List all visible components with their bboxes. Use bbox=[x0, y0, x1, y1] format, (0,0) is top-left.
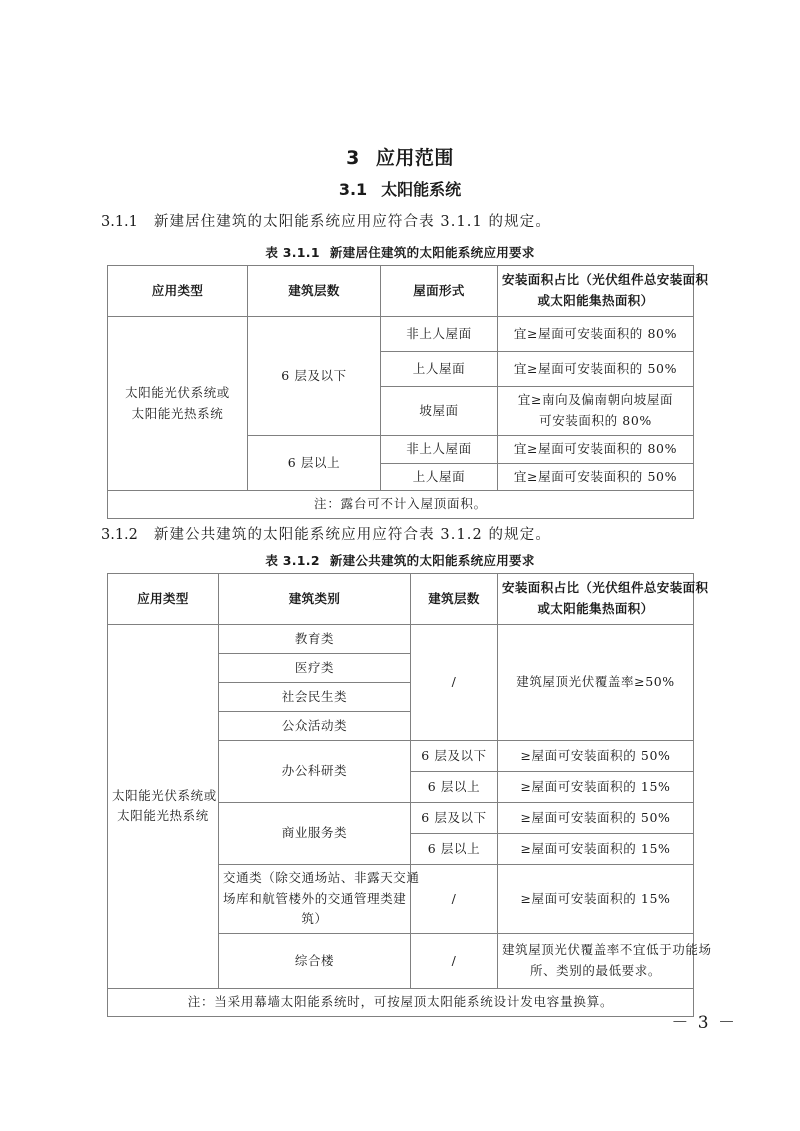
cell-install-ratio: ≥屋面可安装面积的 15% bbox=[498, 865, 694, 934]
section-heading bbox=[0, 177, 800, 200]
cell-install-ratio: 宜≥屋面可安装面积的 50% bbox=[498, 463, 694, 491]
cell-install-ratio-line1: 建筑屋顶光伏覆盖率不宜低于功能场 bbox=[502, 942, 712, 958]
cell-install-ratio: ≥屋面可安装面积的 15% bbox=[498, 834, 694, 865]
cell-install-ratio: 宜≥屋面可安装面积的 80% bbox=[498, 317, 694, 352]
clause-3-1-2-number: 3.1.2 bbox=[101, 527, 138, 543]
cell-install-ratio bbox=[498, 933, 712, 988]
chapter-heading bbox=[0, 143, 800, 170]
cell-install-ratio-line2: 所、类别的最低要求。 bbox=[529, 962, 661, 978]
table-3-1-2 bbox=[107, 573, 712, 1017]
table-3-1-1-header-row bbox=[108, 266, 694, 317]
header-application-type: 应用类型 bbox=[108, 574, 219, 625]
cell-install-ratio bbox=[498, 387, 694, 436]
cell-install-ratio: 宜≥屋面可安装面积的 50% bbox=[498, 352, 694, 387]
cell-roof-form: 非上人屋面 bbox=[381, 317, 498, 352]
cell-category-medical: 医疗类 bbox=[219, 654, 411, 683]
cell-floors-above-six: 6 层以上 bbox=[411, 834, 498, 865]
chapter-number: 3 bbox=[346, 147, 360, 169]
cell-install-ratio: 宜≥屋面可安装面积的 80% bbox=[498, 436, 694, 464]
page-number: － 3 － bbox=[671, 1013, 737, 1033]
cell-floors-six-and-below: 6 层及以下 bbox=[411, 803, 498, 834]
cell-application-type bbox=[108, 317, 248, 491]
table-3-1-2-header-row bbox=[108, 574, 694, 625]
clause-3-1-1-number: 3.1.1 bbox=[101, 214, 138, 230]
table-3-1-1-caption-label: 表 3.1.1 bbox=[265, 245, 320, 260]
cell-roof-form: 坡屋面 bbox=[381, 387, 498, 436]
header-install-ratio-line1: 安装面积占比（光伏组件总安装面积 bbox=[502, 272, 709, 288]
header-install-ratio-line2: 或太阳能集热面积） bbox=[537, 601, 654, 616]
section-number: 3.1 bbox=[338, 180, 368, 199]
header-roof-form: 屋面形式 bbox=[381, 266, 498, 317]
cell-roof-form: 上人屋面 bbox=[381, 352, 498, 387]
cell-install-ratio: ≥屋面可安装面积的 50% bbox=[498, 741, 694, 772]
table-3-1-2-caption-title: 新建公共建筑的太阳能系统应用要求 bbox=[329, 553, 535, 568]
cell-category-transport bbox=[219, 865, 420, 934]
table-3-1-2-caption bbox=[0, 551, 800, 569]
header-application-type: 应用类型 bbox=[108, 266, 248, 317]
cell-install-ratio: ≥屋面可安装面积的 15% bbox=[498, 772, 694, 803]
table-3-1-1 bbox=[107, 265, 709, 519]
cell-floors-na: / bbox=[411, 865, 498, 934]
cell-floors-group-1: 6 层及以下 bbox=[248, 317, 381, 436]
section-title: 太阳能系统 bbox=[381, 180, 462, 199]
application-type-line1: 太阳能光伏系统或 bbox=[125, 385, 230, 400]
clause-3-1-1-text: 新建居住建筑的太阳能系统应用应符合表 3.1.1 的规定。 bbox=[153, 214, 551, 230]
application-type-line2: 太阳能光热系统 bbox=[117, 808, 209, 824]
table-row bbox=[108, 317, 694, 352]
cell-roof-form: 非上人屋面 bbox=[381, 436, 498, 464]
cell-category-transport-line3: 筑） bbox=[301, 911, 328, 927]
cell-application-type bbox=[108, 625, 219, 989]
application-type-line1: 太阳能光伏系统或 bbox=[112, 787, 217, 803]
cell-category-office-research: 办公科研类 bbox=[219, 741, 411, 803]
table-3-1-2-note-row bbox=[108, 988, 694, 1016]
cell-category-social-welfare: 社会民生类 bbox=[219, 683, 411, 712]
cell-floors-above-six: 6 层以上 bbox=[411, 772, 498, 803]
table-3-1-1-note: 注：露台可不计入屋顶面积。 bbox=[108, 491, 694, 519]
cell-roof-form: 上人屋面 bbox=[381, 463, 498, 491]
header-install-ratio-line2: 或太阳能集热面积） bbox=[537, 293, 654, 308]
cell-floors-na: / bbox=[411, 625, 498, 741]
clause-3-1-2 bbox=[101, 523, 551, 544]
cell-category-commercial-service: 商业服务类 bbox=[219, 803, 411, 865]
header-install-ratio bbox=[498, 266, 709, 317]
cell-install-ratio-line2: 可安装面积的 80% bbox=[539, 413, 652, 428]
application-type-line2: 太阳能光热系统 bbox=[131, 405, 224, 421]
table-3-1-1-note-row bbox=[108, 491, 694, 519]
cell-floors-six-and-below: 6 层及以下 bbox=[411, 741, 498, 772]
cell-category-transport-line2: 场库和航管楼外的交通管理类建 bbox=[223, 890, 407, 906]
clause-3-1-1 bbox=[101, 210, 551, 231]
header-install-ratio bbox=[498, 574, 709, 625]
table-3-1-1-caption bbox=[0, 243, 800, 261]
cell-category-complex-building: 综合楼 bbox=[219, 933, 411, 988]
header-building-floors: 建筑层数 bbox=[411, 574, 498, 625]
cell-category-public-activity: 公众活动类 bbox=[219, 712, 411, 741]
clause-3-1-2-text: 新建公共建筑的太阳能系统应用应符合表 3.1.2 的规定。 bbox=[153, 527, 551, 543]
table-3-1-2-note: 注：当采用幕墙太阳能系统时，可按屋顶太阳能系统设计发电容量换算。 bbox=[108, 988, 694, 1016]
cell-category-education: 教育类 bbox=[219, 625, 411, 654]
cell-floors-na: / bbox=[411, 933, 498, 988]
cell-install-ratio: 建筑屋顶光伏覆盖率≥50% bbox=[498, 625, 694, 741]
chapter-title: 应用范围 bbox=[375, 147, 454, 169]
cell-floors-group-2: 6 层以上 bbox=[248, 436, 381, 491]
table-3-1-1-caption-title: 新建居住建筑的太阳能系统应用要求 bbox=[329, 245, 535, 260]
cell-install-ratio-line1: 宜≥南向及偏南朝向坡屋面 bbox=[517, 392, 674, 408]
header-building-floors: 建筑层数 bbox=[248, 266, 381, 317]
cell-install-ratio: ≥屋面可安装面积的 50% bbox=[498, 803, 694, 834]
table-row bbox=[108, 625, 694, 654]
header-install-ratio-line1: 安装面积占比（光伏组件总安装面积 bbox=[502, 580, 709, 596]
cell-category-transport-line1: 交通类（除交通场站、非露天交通 bbox=[223, 870, 420, 885]
header-building-category: 建筑类别 bbox=[219, 574, 411, 625]
table-3-1-2-caption-label: 表 3.1.2 bbox=[265, 553, 320, 568]
